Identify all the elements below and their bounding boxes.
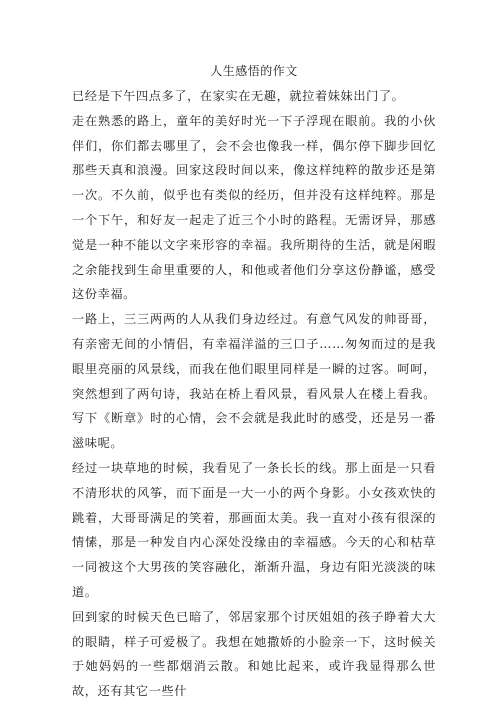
paragraph-1: 已经是下午四点多了，在家实在无趣，就拉着妹妹出门了。 [72, 89, 405, 103]
document-title: 人生感悟的作文 [210, 64, 298, 78]
document-page [72, 62, 436, 704]
paragraph-5: 回到家的时候天色已暗了，邻居家那个讨厌姐姐的孩子睁着大大的眼睛，样子可爱极了。我想在她撒娇的小脸亲一下，这时候关于她妈妈的一些都烟消云散。和她比起来，或许我显得那么世故，还有其它一些什 [72, 609, 436, 699]
paragraph-2: 走在熟悉的路上，童年的美好时光一下子浮现在眼前。我的小伙伴们，你们都去哪里了，会不会也像我一样，偶尔停下脚步回忆那些天真和浪漫。回家这段时间以来，像这样纯粹的散步还是第一次。不久前，似乎也有类似的经历，但并没有这样纯粹。那是一个下午，和好友一起走了近三个小时的路程。无需讶异，那感觉是一种不能以文字来形容的幸福。我所期待的生活，就是闲暇之余能找到生命里重要的人，和他或者他们分享这份静谧，感受这份幸福。 [72, 113, 436, 302]
paragraph-3: 一路上，三三两两的人从我们身边经过。有意气风发的帅哥哥，有亲密无间的小情侣，有幸福洋溢的三口子……匆匆而过的是我眼里亮丽的风景线，而我在他们眼里同样是一瞬的过客。呵呵，突然想到了两句诗，我站在桥上看风景，看风景人在楼上看我。写下《断章》时的心情，会不会就是我此时的感受，还是另一番滋味呢。 [72, 312, 436, 451]
paragraph-4: 经过一块草地的时候，我看见了一条长长的线。那上面是一只看不清形状的风筝，而下面是一大一小的两个身影。小女孩欢快的跳着，大哥哥满足的笑着，那画面太美。我一直对小孩有很深的情愫，那是一种发自内心深处没缘由的幸福感。今天的心和枯草一同被这个大男孩的笑容融化，渐渐升温，身边有阳光淡淡的味道。 [72, 460, 436, 599]
